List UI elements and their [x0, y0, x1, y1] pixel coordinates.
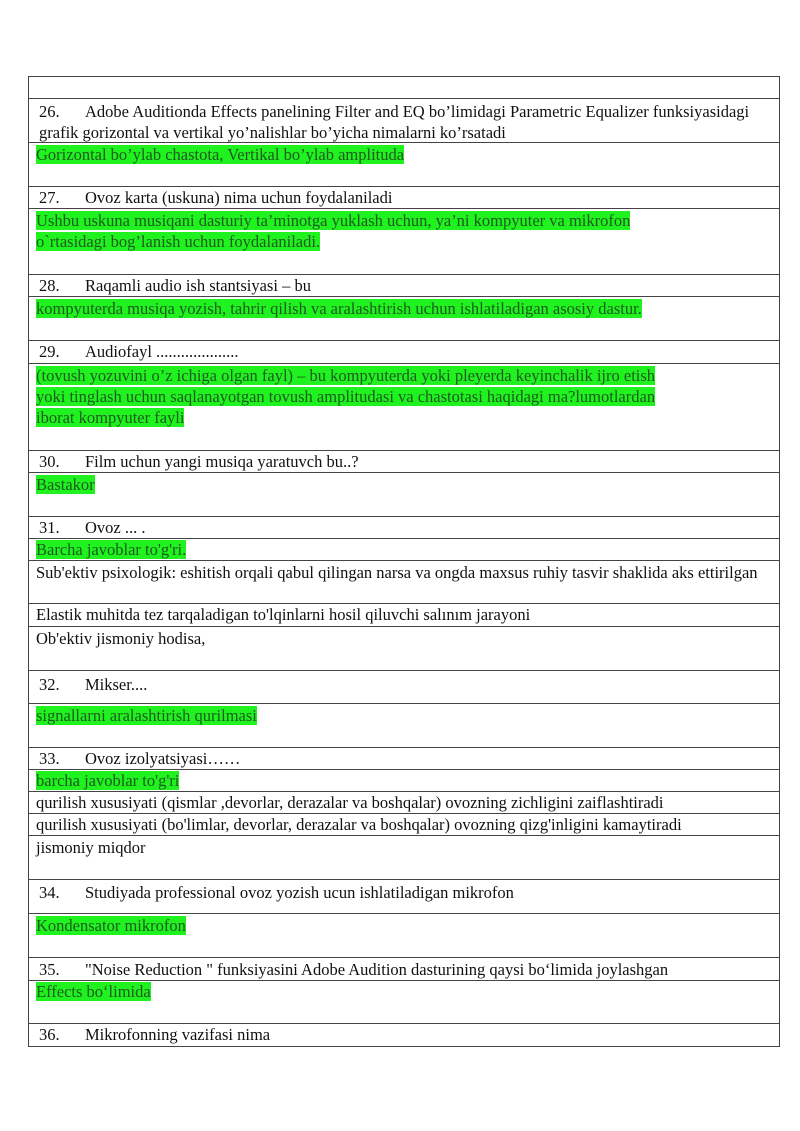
question-label: Adobe Auditionda Effects panelining Filter and EQ bo’limidagi Parametric Equalizer funksiyasidagi grafik gorizontal va vertikal yo’nalishlar bo’yicha nimalarni ko’rsatadi	[39, 102, 750, 142]
question-text	[39, 275, 773, 296]
question-text	[39, 674, 773, 695]
correct-answer: signallarni aralashtirish qurilmasi	[36, 706, 257, 725]
correct-answer: Kondensator mikrofon	[36, 916, 186, 935]
question-number: 26.	[39, 102, 60, 121]
question-row-32	[28, 671, 780, 704]
correct-answer-line: o`rtasidagi bog’lanish uchun foydalaniladi.	[36, 232, 321, 251]
answer-row-26	[28, 143, 780, 187]
option-row	[28, 814, 780, 836]
correct-answer-line: Ushbu uskuna musiqani dasturiy ta’minotga yuklash uchun, ya’ni kompyuter va mikrofon	[36, 211, 631, 230]
question-row-31	[28, 517, 780, 539]
question-label: Ovoz izolyatsiyasi……	[85, 749, 241, 768]
correct-answer: Bastakor	[36, 475, 95, 494]
question-text	[39, 187, 773, 208]
question-label: Mikser....	[85, 675, 148, 694]
question-text	[39, 451, 773, 472]
question-row-34	[28, 880, 780, 914]
question-text	[39, 517, 773, 538]
correct-answer: barcha javoblar to'g'ri	[36, 771, 180, 790]
question-text	[39, 882, 773, 903]
question-label: Film uchun yangi musiqa yaratuvch bu..?	[85, 452, 359, 471]
option-text: Ob'ektiv jismoniy hodisa,	[36, 629, 206, 648]
question-text	[39, 748, 773, 769]
question-number: 27.	[39, 188, 60, 207]
question-text	[39, 101, 773, 143]
question-row-33	[28, 748, 780, 770]
option-row	[28, 627, 780, 671]
table-header-row	[28, 76, 780, 99]
question-number: 35.	[39, 960, 60, 979]
correct-answer: Barcha javoblar to'g'ri.	[36, 540, 187, 559]
correct-answer: Effects bo‘limida	[36, 982, 151, 1001]
question-label: "Noise Reduction " funksiyasini Adobe Audition dasturining qaysi bo‘limida joylashgan	[85, 960, 669, 979]
question-row-36	[28, 1024, 780, 1047]
question-label: Ovoz ... .	[85, 518, 146, 537]
correct-answer-line: iborat kompyuter fayli	[36, 408, 185, 427]
question-text	[39, 341, 773, 362]
correct-answer: kompyuterda musiqa yozish, tahrir qilish va aralashtirish uchun ishlatiladigan asosiy dastur.	[36, 299, 642, 318]
question-row-27	[28, 187, 780, 209]
answer-row-27	[28, 209, 780, 275]
question-label: Raqamli audio ish stantsiyasi – bu	[85, 276, 311, 295]
question-row-26	[28, 99, 780, 143]
question-number: 28.	[39, 276, 60, 295]
answer-row-29	[28, 364, 780, 451]
question-label: Audiofayl ....................	[85, 342, 239, 361]
option-row	[28, 561, 780, 604]
question-number: 32.	[39, 675, 60, 694]
option-text: jismoniy miqdor	[36, 838, 146, 857]
question-number: 33.	[39, 749, 60, 768]
correct-answer: Gorizontal bo’ylab chastota, Vertikal bo’ylab amplituda	[36, 145, 405, 164]
question-number: 36.	[39, 1025, 60, 1044]
question-row-30	[28, 451, 780, 473]
option-row	[28, 792, 780, 814]
question-number: 30.	[39, 452, 60, 471]
option-text: qurilish xususiyati (qismlar ,devorlar, derazalar va boshqalar) ovozning zichligini zaiflashtiradi	[36, 793, 664, 812]
question-row-35	[28, 958, 780, 981]
question-label: Studiyada professional ovoz yozish ucun ishlatiladigan mikrofon	[85, 883, 514, 902]
option-row	[28, 604, 780, 627]
answer-row-34	[28, 914, 780, 958]
question-text	[39, 959, 773, 980]
answer-row-33	[28, 770, 780, 792]
option-text: Sub'ektiv psixologik: eshitish orqali qabul qilingan narsa va ongda maxsus ruhiy tasvir shaklida aks ettirilgan	[36, 563, 758, 582]
option-row	[28, 836, 780, 880]
option-text: Elastik muhitda tez tarqaladigan to'lqinlarni hosil qiluvchi salınım jarayoni	[36, 605, 531, 624]
question-row-29	[28, 341, 780, 364]
question-text	[39, 1024, 773, 1045]
answer-row-35	[28, 981, 780, 1024]
question-number: 34.	[39, 883, 60, 902]
answer-row-32	[28, 704, 780, 748]
question-number: 29.	[39, 342, 60, 361]
correct-answer-line: (tovush yozuvini o’z ichiga olgan fayl) – bu kompyuterda yoki pleyerda keyinchalik ijro etish	[36, 366, 656, 385]
question-number: 31.	[39, 518, 60, 537]
answer-row-30	[28, 473, 780, 517]
question-row-28	[28, 275, 780, 297]
question-label: Ovoz karta (uskuna) nima uchun foydalaniladi	[85, 188, 393, 207]
answer-row-31	[28, 539, 780, 561]
option-text: qurilish xususiyati (bo'limlar, devorlar, derazalar va boshqalar) ovozning qizg'inligini kamaytiradi	[36, 815, 682, 834]
correct-answer-line: yoki tinglash uchun saqlanayotgan tovush amplitudasi va chastotasi haqidagi ma?lumotlardan	[36, 387, 656, 406]
question-label: Mikrofonning vazifasi nima	[85, 1025, 271, 1044]
answer-row-28	[28, 297, 780, 341]
